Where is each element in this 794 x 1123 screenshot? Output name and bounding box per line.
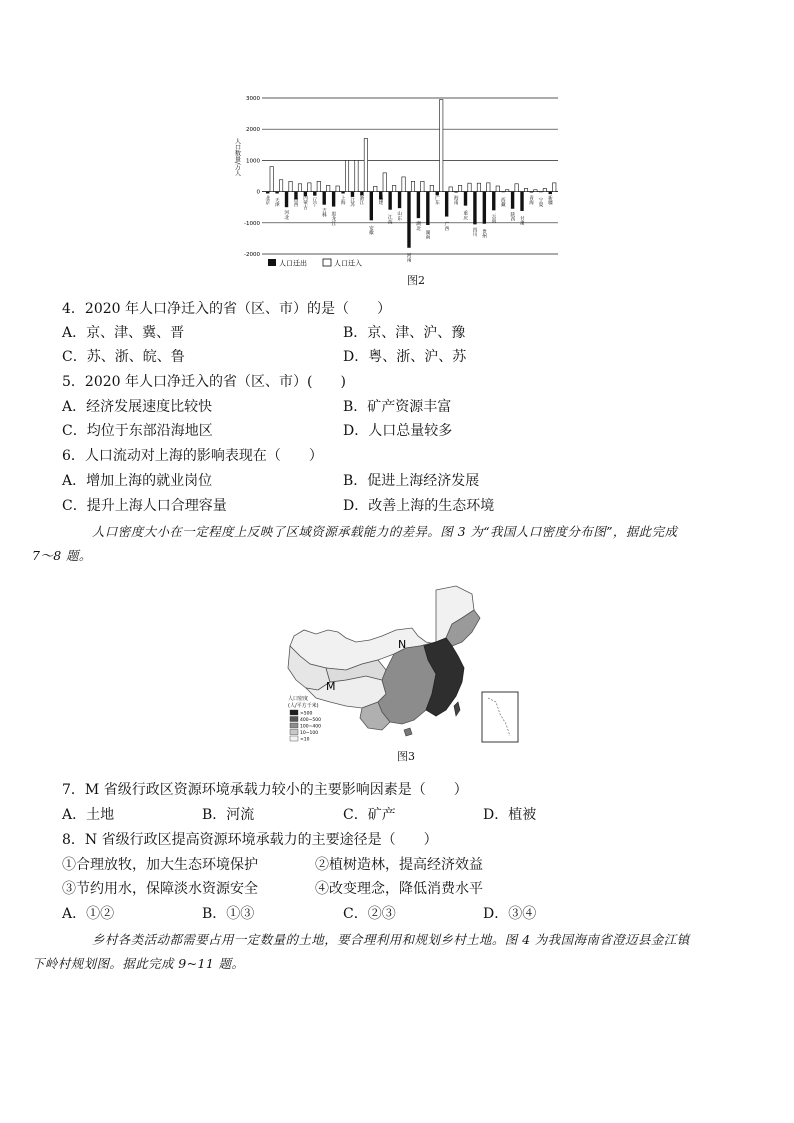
bar-out-6 — [323, 192, 326, 205]
category-label: 辽宁 — [311, 197, 317, 207]
category-label: 陕西 — [509, 211, 515, 221]
map-region-taiwan — [454, 702, 460, 716]
intro-9-11-line1: 乡村各类活动都需要占用一定数量的土地，要合理利用和规划乡村土地。图 4 为我国海南省澄迈县金江镇 — [92, 932, 690, 947]
bar-in-13 — [392, 185, 395, 191]
q8-statement-1: ①合理放牧，加大生态环境保护 — [62, 857, 258, 873]
category-label: 河南 — [406, 252, 412, 262]
q8-option-d[interactable]: D．③④ — [483, 906, 537, 922]
bar-in-19 — [449, 187, 452, 192]
bar-in-7 — [336, 186, 339, 192]
bar-in-8 — [345, 160, 348, 191]
q7-stem: 7．M 省级行政区资源环境承载力较小的主要影响因素是（ ） — [62, 782, 468, 798]
q7-option-b[interactable]: B．河流 — [202, 807, 255, 823]
bar-in-21 — [468, 183, 471, 191]
q8-option-b[interactable]: B．①③ — [202, 906, 255, 922]
map-label-n: N — [398, 638, 407, 651]
map-legend-label: >500 — [300, 711, 313, 717]
category-label: 福建 — [377, 195, 383, 205]
category-label: 吉林 — [321, 207, 327, 217]
bar-in-25 — [505, 190, 508, 192]
bar-in-11 — [374, 186, 377, 191]
intro-paragraph-9-11 — [32, 928, 732, 976]
category-label: 山东 — [396, 211, 402, 221]
bar-in-14 — [402, 177, 405, 192]
y-axis-label: 人口数量/万人 — [233, 138, 241, 177]
bar-in-30 — [553, 183, 556, 192]
bar-out-30 — [549, 192, 552, 194]
bar-out-21 — [464, 192, 467, 206]
bar-in-27 — [524, 188, 527, 191]
category-label: 新疆 — [547, 195, 553, 205]
bar-out-26 — [511, 192, 514, 209]
y-tick-label: 2000 — [246, 127, 260, 134]
map-legend-title: 人口密度 — [288, 696, 309, 702]
bar-out-25 — [501, 192, 504, 193]
q7-option-c[interactable]: C．矿产 — [343, 807, 396, 823]
population-density-map — [286, 584, 522, 746]
q8-statement-4: ④改变理念，降低消费水平 — [315, 881, 483, 897]
category-label: 浙江 — [359, 195, 365, 205]
y-tick-label: -2000 — [244, 252, 260, 258]
map-legend-swatch — [290, 710, 298, 715]
category-label: 宁夏 — [538, 197, 544, 207]
q6-option-a[interactable]: A．增加上海的就业岗位 — [62, 473, 213, 489]
bar-out-0 — [266, 192, 269, 194]
map-region-hainan — [404, 728, 412, 736]
map-label-m: M — [326, 680, 336, 693]
bar-out-19 — [445, 192, 448, 217]
category-label: 北京 — [264, 195, 270, 205]
q4-option-c[interactable]: C．苏、浙、皖、鲁 — [62, 349, 185, 365]
bar-in-0 — [270, 167, 273, 192]
map-legend-swatch — [290, 723, 298, 728]
category-label: 江苏 — [349, 197, 355, 207]
y-tick-label: 3000 — [246, 96, 260, 102]
population-migration-chart — [228, 88, 568, 270]
q4-stem: 4．2020 年人口净迁入的省（区、市）的是（ ） — [62, 301, 391, 317]
category-label: 内蒙古 — [302, 195, 308, 210]
bar-in-16 — [421, 181, 424, 191]
bar-in-1 — [279, 180, 282, 192]
bar-out-1 — [275, 192, 278, 194]
bar-in-4 — [308, 183, 311, 192]
bar-in-23 — [487, 183, 490, 192]
bar-out-14 — [398, 192, 401, 209]
bar-in-28 — [534, 190, 537, 192]
q5-option-d[interactable]: D．人口总量较多 — [343, 423, 453, 439]
bar-in-5 — [317, 181, 320, 191]
bar-out-17 — [426, 192, 429, 225]
intro-paragraph-7-8 — [32, 520, 732, 568]
q8-option-c[interactable]: C．②③ — [343, 906, 396, 922]
q8-stem: 8．N 省级行政区提高资源环境承载力的主要途径是（ ） — [62, 832, 438, 848]
bar-out-8 — [341, 192, 344, 194]
q8-statement-2: ②植树造林，提高经济效益 — [315, 857, 483, 873]
category-label: 湖北 — [415, 221, 421, 231]
category-label: 河北 — [283, 210, 289, 220]
bar-out-5 — [313, 192, 316, 196]
y-tick-label: -1000 — [244, 220, 260, 227]
bar-in-26 — [515, 184, 518, 192]
category-label: 天津 — [274, 197, 280, 207]
y-tick-label: 0 — [256, 189, 260, 196]
bar-out-2 — [285, 192, 288, 208]
category-label: 广东 — [434, 195, 440, 205]
bar-out-9 — [351, 192, 354, 197]
bar-in-22 — [477, 183, 480, 191]
figure-2-caption: 图2 — [407, 274, 425, 287]
bar-in-24 — [496, 186, 499, 192]
bar-in-15 — [411, 181, 414, 191]
bar-in-29 — [543, 188, 546, 191]
bar-out-20 — [454, 192, 457, 193]
q5-option-a[interactable]: A．经济发展速度比较快 — [62, 399, 213, 415]
bar-in-18 — [440, 100, 443, 192]
category-label: 广西 — [443, 221, 449, 231]
category-label: 江西 — [387, 214, 393, 224]
legend-in-swatch — [323, 259, 331, 266]
y-tick-label: 1000 — [246, 158, 260, 165]
intro-7-8-line2: 7～8 题。 — [32, 548, 92, 563]
legend-out-swatch — [268, 259, 276, 266]
legend-in-label: 人口迁入 — [334, 259, 362, 268]
q6-option-d[interactable]: D．改善上海的生态环境 — [343, 498, 495, 514]
map-legend-label: 10~100 — [300, 731, 319, 736]
bar-out-11 — [370, 192, 373, 221]
q8-statement-3: ③节约用水，保障淡水资源安全 — [62, 881, 258, 897]
bar-out-22 — [473, 192, 476, 225]
q4-option-d[interactable]: D．粤、浙、沪、苏 — [343, 349, 467, 365]
q5-option-b[interactable]: B．矿产资源丰富 — [343, 399, 452, 415]
bar-out-15 — [407, 192, 410, 248]
category-label: 西藏 — [500, 197, 506, 207]
category-label: 青海 — [528, 195, 534, 205]
map-legend-label: <10 — [300, 737, 310, 743]
bar-in-2 — [289, 181, 292, 191]
bar-out-23 — [483, 192, 486, 224]
q4-option-a[interactable]: A．京、津、冀、晋 — [62, 325, 185, 341]
map-legend-unit: (人/平方千米) — [288, 703, 319, 709]
category-label: 上海 — [340, 195, 346, 205]
bar-in-20 — [458, 185, 461, 191]
bar-in-9 — [355, 160, 358, 191]
map-legend-label: 100~400 — [300, 724, 321, 730]
q6-stem: 6．人口流动对上海的影响表现在（ ） — [62, 448, 323, 464]
bar-in-12 — [383, 173, 386, 192]
q8-option-a[interactable]: A．①② — [62, 906, 115, 922]
category-label: 海南 — [453, 195, 459, 205]
bar-in-10 — [364, 139, 367, 192]
category-label: 山西 — [293, 197, 299, 207]
figure-3-caption: 图3 — [397, 750, 415, 763]
category-label: 重庆 — [462, 210, 468, 220]
category-label: 黑龙江 — [330, 211, 336, 226]
bar-out-16 — [417, 192, 420, 219]
category-label: 贵州 — [481, 228, 487, 238]
q5-stem: 5．2020 年人口净迁入的省（区、市）( ) — [62, 374, 346, 390]
bar-out-28 — [530, 192, 533, 193]
q6-option-b[interactable]: B．促进上海经济发展 — [343, 473, 480, 489]
category-label: 湖南 — [424, 229, 430, 240]
map-legend-swatch — [290, 730, 298, 735]
q7-option-a[interactable]: A．土地 — [62, 807, 115, 823]
bar-in-3 — [298, 184, 301, 192]
q7-option-d[interactable]: D．植被 — [483, 807, 537, 823]
bar-in-6 — [327, 185, 330, 191]
category-label: 四川 — [472, 227, 478, 237]
bar-out-27 — [520, 192, 523, 211]
map-legend-swatch — [290, 717, 298, 722]
south-china-sea-inset — [482, 692, 518, 742]
map-legend-label: 400~500 — [300, 718, 321, 723]
bar-in-17 — [430, 185, 433, 191]
legend-out-label: 人口迁出 — [279, 259, 307, 268]
q5-option-c[interactable]: C．均位于东部沿海地区 — [62, 423, 213, 439]
q6-option-c[interactable]: C．提升上海人口合理容量 — [62, 498, 227, 514]
category-label: 甘肃 — [519, 215, 525, 226]
intro-7-8-line1: 人口密度大小在一定程度上反映了区域资源承载能力的差异。图 3 为“我国人口密度分布图”，据此完成 — [92, 524, 678, 539]
bar-out-13 — [388, 192, 391, 210]
map-legend-swatch — [290, 736, 298, 741]
category-label: 安徽 — [368, 225, 374, 235]
bar-out-24 — [492, 192, 495, 211]
bar-out-7 — [332, 192, 335, 207]
intro-9-11-line2: 下岭村规划图。据此完成 9~11 题。 — [32, 956, 245, 971]
bar-out-29 — [539, 192, 542, 193]
q4-option-b[interactable]: B．京、津、沪、豫 — [343, 325, 466, 341]
category-label: 云南 — [490, 213, 496, 223]
